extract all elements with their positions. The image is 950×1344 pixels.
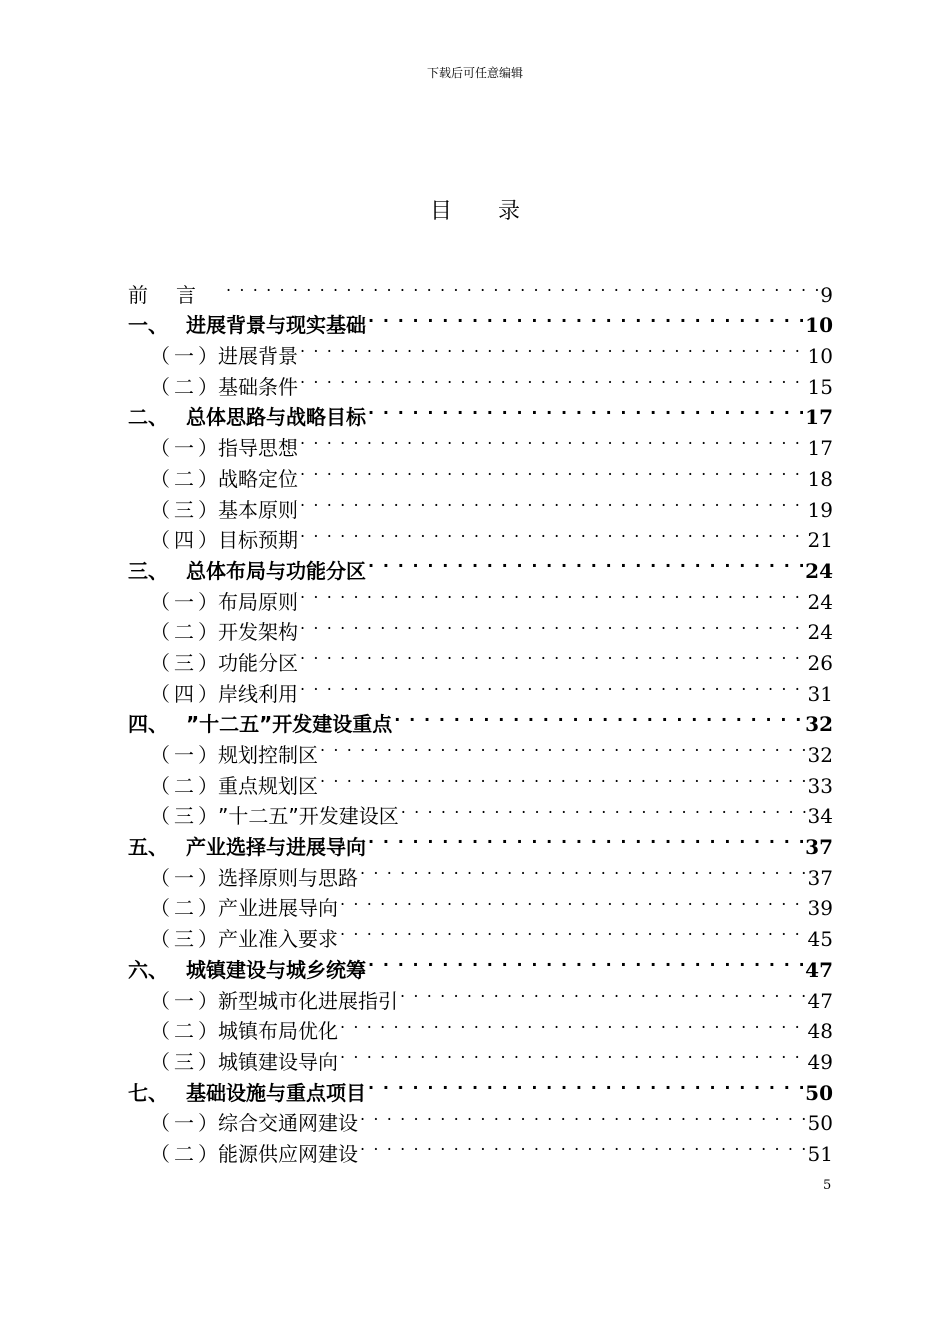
dot-leader bbox=[360, 1130, 806, 1161]
toc-entry-number: （四） bbox=[150, 681, 222, 706]
toc-entry-label: 规划控制区 bbox=[218, 743, 318, 767]
dot-leader bbox=[226, 271, 818, 302]
toc-entry-page: 9 bbox=[820, 282, 833, 307]
toc-entry-label: 产业进展导向 bbox=[218, 896, 338, 921]
toc-entry-label: 前言 bbox=[128, 282, 224, 307]
dot-leader bbox=[401, 793, 806, 824]
toc-entry-number: （三） bbox=[150, 497, 222, 522]
toc-entry-label: 城镇布局优化 bbox=[218, 1019, 338, 1044]
toc-entry-number: （二） bbox=[150, 1019, 222, 1044]
toc-entry-page: 39 bbox=[807, 896, 833, 921]
toc-entry-page: 19 bbox=[807, 497, 833, 522]
toc-entry-label: 布局原则 bbox=[218, 589, 298, 614]
toc-entry-number: （二） bbox=[150, 773, 222, 798]
toc-entry-page: 10 bbox=[805, 313, 833, 338]
dot-leader bbox=[300, 332, 806, 363]
toc-entry-page: 47 bbox=[807, 988, 833, 1013]
dot-leader bbox=[320, 731, 806, 762]
toc-entry-page: 31 bbox=[807, 681, 833, 706]
dot-leader bbox=[300, 639, 806, 670]
dot-leader bbox=[340, 1038, 806, 1069]
dot-leader bbox=[300, 670, 806, 701]
toc-entry-number: （三） bbox=[150, 650, 222, 675]
toc-entry-page: 50 bbox=[807, 1111, 833, 1136]
dot-leader bbox=[400, 977, 806, 1008]
toc-entry-number: 三、 bbox=[128, 558, 168, 583]
toc-entry-label: 指导思想 bbox=[218, 436, 298, 461]
toc-entry-label: 目标预期 bbox=[218, 528, 298, 553]
toc-entry-label: 开发架构 bbox=[218, 620, 298, 645]
toc-entry-number: （三） bbox=[150, 927, 222, 952]
toc-entry-number: （二） bbox=[150, 466, 222, 491]
toc-entry-number: 六、 bbox=[128, 957, 168, 982]
dot-leader bbox=[368, 302, 803, 333]
toc-entry-label: 基本原则 bbox=[218, 497, 298, 522]
toc-entry-number: （一） bbox=[150, 589, 222, 614]
toc-entry-label: 总体布局与功能分区 bbox=[186, 558, 366, 583]
dot-leader bbox=[300, 363, 806, 394]
dot-leader bbox=[360, 854, 806, 885]
toc-entry-page: 24 bbox=[805, 558, 833, 583]
dot-leader bbox=[340, 885, 806, 916]
toc-entry-label: 能源供应网建设 bbox=[218, 1141, 358, 1166]
toc-entry-page: 32 bbox=[805, 712, 833, 737]
toc-entry-number: （一） bbox=[150, 1111, 222, 1136]
toc-entry-label: 功能分区 bbox=[218, 650, 298, 675]
dot-leader bbox=[368, 823, 803, 854]
toc-entry-page: 17 bbox=[805, 405, 833, 430]
toc-entry-number: 一、 bbox=[128, 313, 168, 338]
toc-entry[interactable] bbox=[128, 302, 833, 338]
toc-entry-label: 基础设施与重点项目 bbox=[186, 1080, 366, 1105]
toc-entry-number: （二） bbox=[150, 374, 222, 399]
toc-entry-label: 进展背景与现实基础 bbox=[186, 313, 366, 338]
toc-entry-number: （二） bbox=[150, 896, 222, 921]
table-of-contents bbox=[128, 271, 833, 1166]
dot-leader bbox=[300, 609, 806, 640]
toc-entry-label: 战略定位 bbox=[218, 466, 298, 491]
toc-entry-page: 10 bbox=[807, 344, 833, 369]
dot-leader bbox=[340, 1008, 806, 1039]
toc-entry-page: 45 bbox=[807, 927, 833, 952]
toc-entry-page: 48 bbox=[807, 1019, 833, 1044]
toc-entry-label: 产业选择与进展导向 bbox=[186, 835, 366, 860]
dot-leader bbox=[300, 486, 806, 517]
toc-entry-number: （四） bbox=[150, 528, 222, 553]
toc-entry-number: （二） bbox=[150, 1141, 222, 1166]
toc-entry-page: 18 bbox=[807, 466, 833, 491]
page-header: 下载后可任意编辑 bbox=[426, 66, 523, 80]
toc-entry-page: 33 bbox=[807, 773, 833, 798]
toc-entry-page: 15 bbox=[807, 374, 833, 399]
dot-leader bbox=[394, 701, 803, 732]
toc-entry-number: （一） bbox=[150, 436, 222, 461]
dot-leader bbox=[340, 915, 806, 946]
toc-entry-label: 综合交通网建设 bbox=[218, 1111, 358, 1136]
toc-entry-page: 21 bbox=[807, 528, 833, 553]
toc-entry-page: 37 bbox=[805, 835, 833, 860]
dot-leader bbox=[300, 578, 806, 609]
dot-leader bbox=[368, 946, 803, 977]
toc-entry-label: ”十二五”开发建设重点 bbox=[186, 712, 393, 737]
toc-entry-label: 岸线利用 bbox=[218, 681, 298, 706]
dot-leader bbox=[368, 1069, 803, 1100]
toc-entry-number: （一） bbox=[150, 988, 222, 1013]
dot-leader bbox=[300, 455, 806, 486]
toc-entry-label: 城镇建设与城乡统筹 bbox=[186, 957, 366, 982]
page-number: 5 bbox=[823, 1178, 832, 1193]
toc-entry-label: 选择原则与思路 bbox=[218, 865, 358, 890]
toc-entry-label: 新型城市化进展指引 bbox=[218, 988, 398, 1013]
toc-entry-number: （三） bbox=[150, 804, 222, 829]
toc-entry-page: 49 bbox=[807, 1049, 833, 1074]
toc-entry-page: 37 bbox=[807, 865, 833, 890]
dot-leader bbox=[300, 424, 806, 455]
toc-entry-label: 基础条件 bbox=[218, 374, 298, 399]
toc-entry-label: 城镇建设导向 bbox=[218, 1049, 338, 1074]
dot-leader bbox=[320, 762, 806, 793]
toc-entry-number: 二、 bbox=[128, 405, 168, 430]
toc-entry-page: 24 bbox=[807, 589, 833, 614]
toc-entry-page: 51 bbox=[807, 1141, 833, 1166]
toc-entry-label: 重点规划区 bbox=[218, 773, 318, 798]
toc-entry-number: 四、 bbox=[128, 712, 168, 737]
dot-leader bbox=[300, 517, 806, 548]
toc-entry-page: 47 bbox=[805, 957, 833, 982]
toc-entry-number: （三） bbox=[150, 1049, 222, 1074]
toc-entry-number: 五、 bbox=[128, 835, 168, 860]
toc-entry-label: ”十二五”开发建设区 bbox=[218, 804, 399, 829]
toc-entry-page: 50 bbox=[805, 1080, 833, 1105]
page-title: 目录 bbox=[429, 199, 566, 224]
toc-entry-page: 34 bbox=[807, 804, 833, 829]
toc-entry-label: 总体思路与战略目标 bbox=[186, 405, 366, 430]
toc-entry-number: （二） bbox=[150, 620, 222, 645]
toc-entry-page: 24 bbox=[807, 620, 833, 645]
toc-entry-number: （一） bbox=[150, 743, 222, 767]
toc-entry-page: 32 bbox=[807, 743, 833, 767]
toc-entry-number: （一） bbox=[150, 865, 222, 890]
toc-entry-number: （一） bbox=[150, 344, 222, 369]
dot-leader bbox=[368, 547, 803, 578]
toc-entry-label: 进展背景 bbox=[218, 344, 298, 369]
dot-leader bbox=[368, 394, 803, 425]
toc-entry-label: 产业准入要求 bbox=[218, 927, 338, 952]
dot-leader bbox=[360, 1100, 806, 1131]
toc-entry-number: 七、 bbox=[128, 1080, 168, 1105]
toc-entry[interactable] bbox=[128, 271, 833, 307]
toc-entry-page: 26 bbox=[807, 650, 833, 675]
toc-entry-page: 17 bbox=[807, 436, 833, 461]
